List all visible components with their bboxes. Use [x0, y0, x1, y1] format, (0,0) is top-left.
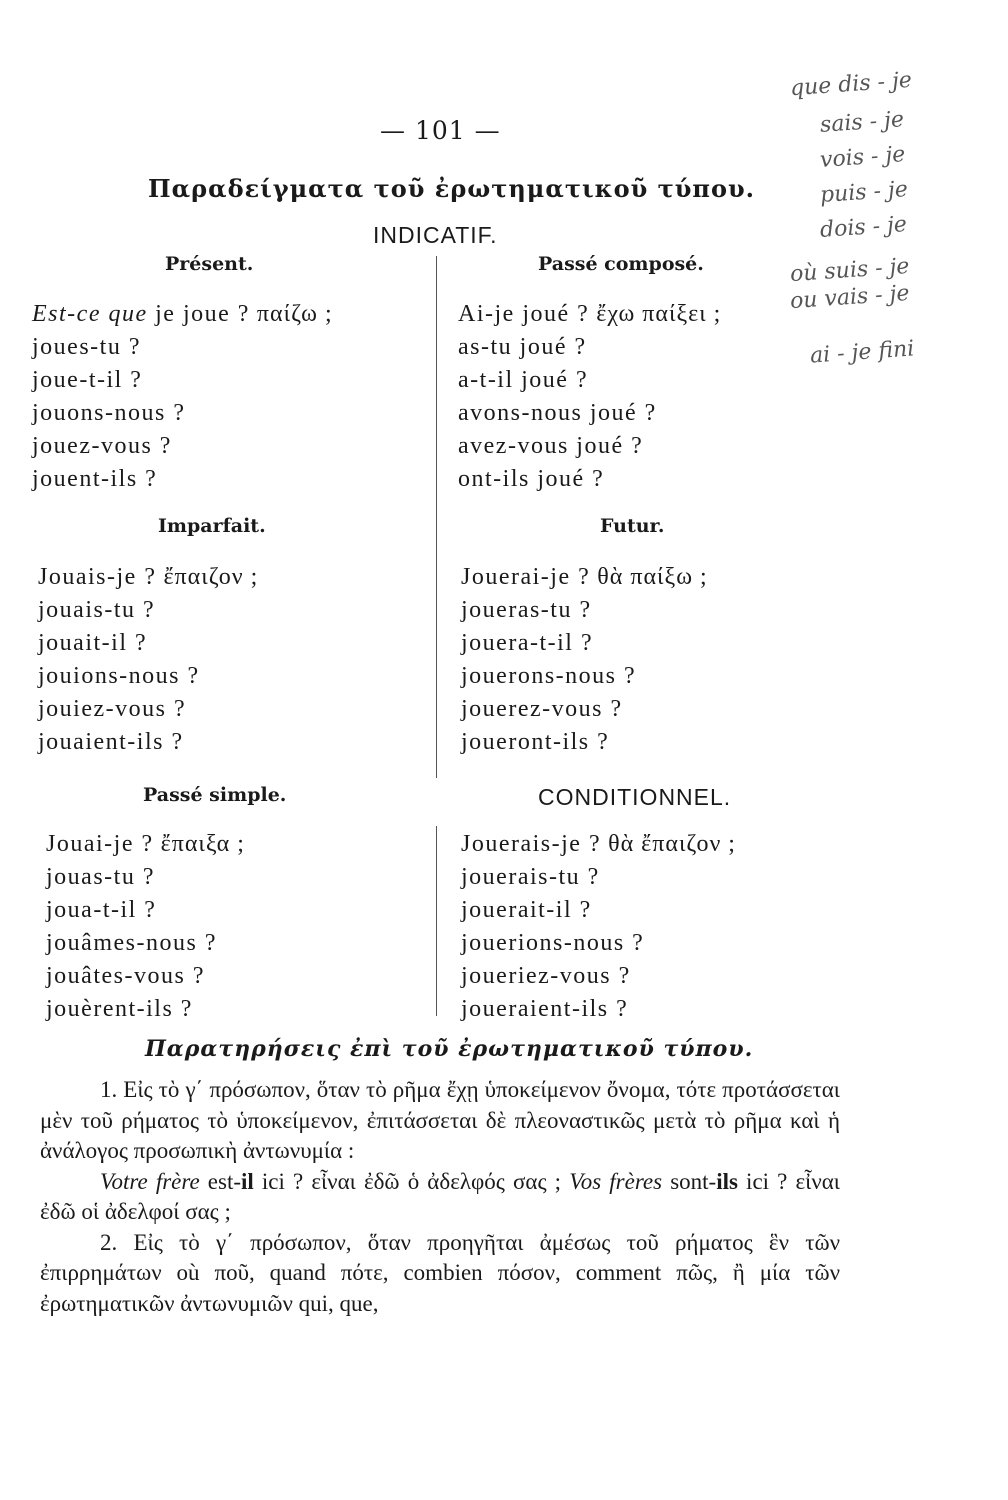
- passe-compose-heading: Passé composé.: [538, 253, 704, 275]
- futur-line: joueras-tu ?: [461, 597, 592, 623]
- passe-compose-line: a-t-il joué ?: [458, 367, 589, 393]
- present-conjugation: [32, 298, 333, 496]
- passe-compose-line: ont-ils joué ?: [458, 466, 605, 492]
- handwritten-note: puis - je: [819, 176, 909, 209]
- page-number: — 101 —: [380, 116, 501, 145]
- present-line: jouez-vous ?: [32, 433, 172, 459]
- passe-compose-line: as-tu joué ?: [458, 334, 587, 360]
- handwritten-note: ai - je fini: [809, 336, 916, 369]
- handwritten-note: sais - je: [819, 107, 905, 138]
- conditionnel-line: joueraient-ils ?: [461, 996, 629, 1022]
- futur-line-1: Jouerai-je ? θὰ παίξω ;: [461, 564, 708, 590]
- observation-paragraph-1: 1. Εἰς τὸ γ΄ πρόσωπον, ὅταν τὸ ρῆμα ἔχῃ ὑποκείμενον ὄνομα, τότε προτάσσεται μὲν τοῦ ρήματος τὸ ὑποκείμενον, ἐπιτάσσεται δὲ πλεοναστικῶς μετὰ τὸ ρῆμα καὶ ἡ ἀνάλογος προσωπικὴ ἀντωνυμία :: [40, 1077, 840, 1163]
- passe-simple-line: jouâmes-nous ?: [46, 930, 217, 956]
- futur-line: jouerez-vous ?: [461, 696, 623, 722]
- conditionnel-line: joueriez-vous ?: [461, 963, 631, 989]
- conditionnel-line: jouerais-tu ?: [461, 864, 600, 890]
- observations-body: [40, 1075, 840, 1319]
- imparfait-line: jouaient-ils ?: [38, 729, 184, 755]
- conditionnel-line: jouerait-il ?: [461, 897, 592, 923]
- passe-simple-line: jouâtes-vous ?: [46, 963, 205, 989]
- futur-line: jouerons-nous ?: [461, 663, 637, 689]
- indicatif-heading: INDICATIF.: [373, 222, 498, 248]
- passe-compose-line: avons-nous joué ?: [458, 400, 657, 426]
- observation-paragraph-2: 2. Εἰς τὸ γ΄ πρόσωπον, ὅταν προηγῆται ἀμέσως τοῦ ρήματος ἓν τῶν ἐπιρρημάτων où ποῦ, quand πότε, combien πόσον, comment πῶς, ἢ μία τῶν ἐρωτηματικῶν ἀντωνυμιῶν qui, que,: [40, 1229, 840, 1316]
- observations-heading: Παρατηρήσεις ἐπὶ τοῦ ἐρωτηματικοῦ τύπου.: [145, 1036, 754, 1062]
- imparfait-line-1: Jouais-je ? ἔπαιζον ;: [38, 564, 259, 590]
- present-line: joue-t-il ?: [32, 367, 143, 393]
- futur-line: jouera-t-il ?: [461, 630, 594, 656]
- passe-simple-line: joua-t-il ?: [46, 897, 157, 923]
- passe-simple-line: jouas-tu ?: [46, 864, 155, 890]
- handwritten-note: dois - je: [819, 211, 908, 244]
- present-line: jouons-nous ?: [32, 400, 186, 426]
- imparfait-conjugation: [38, 561, 258, 759]
- futur-conjugation: [461, 561, 708, 759]
- futur-heading: Futur.: [600, 515, 665, 537]
- handwritten-note: où suis - je: [789, 253, 911, 288]
- conditionnel-line-1: Jouerais-je ? θὰ ἔπαιζον ;: [461, 831, 736, 857]
- passe-compose-line-1: Ai-je joué ? ἔχω παίξει ;: [458, 301, 722, 327]
- passe-compose-line: avez-vous joué ?: [458, 433, 644, 459]
- conditionnel-heading: CONDITIONNEL.: [538, 784, 732, 810]
- imparfait-line: jouiez-vous ?: [38, 696, 187, 722]
- observation-example: Votre frère est-il ici ? εἶναι ἐδῶ ὁ ἀδελφός σας ; Vos frères sont-ils ici ? εἶναι ἐδῶ οἱ ἀδελφοί σας ;: [40, 1168, 840, 1224]
- present-line: jouent-ils ?: [32, 466, 158, 492]
- passe-simple-heading: Passé simple.: [143, 784, 287, 806]
- handwritten-note: vois - je: [819, 142, 907, 173]
- conditionnel-line: jouerions-nous ?: [461, 930, 645, 956]
- present-heading: Présent.: [165, 253, 254, 275]
- passe-simple-line-1: Jouai-je ? ἔπαιξα ;: [46, 831, 245, 857]
- imparfait-line: jouait-il ?: [38, 630, 148, 656]
- present-line-1: Est-ce que je joue ? παίζω ;: [32, 301, 333, 327]
- conditionnel-conjugation: [461, 828, 736, 1026]
- imparfait-heading: Imparfait.: [158, 515, 266, 537]
- present-line: joues-tu ?: [32, 334, 141, 360]
- column-divider-bottom: [436, 826, 437, 1016]
- passe-simple-conjugation: [46, 828, 245, 1026]
- handwritten-note: ou vais - je: [789, 280, 911, 315]
- imparfait-line: jouais-tu ?: [38, 597, 156, 623]
- column-divider-top: [436, 256, 437, 778]
- page-title: Παραδείγματα τοῦ ἐρωτηματικοῦ τύπου.: [148, 174, 755, 203]
- imparfait-line: jouions-nous ?: [38, 663, 200, 689]
- passe-simple-line: jouèrent-ils ?: [46, 996, 193, 1022]
- passe-compose-conjugation: [458, 298, 721, 496]
- futur-line: joueront-ils ?: [461, 729, 610, 755]
- handwritten-note: que dis - je: [789, 67, 913, 102]
